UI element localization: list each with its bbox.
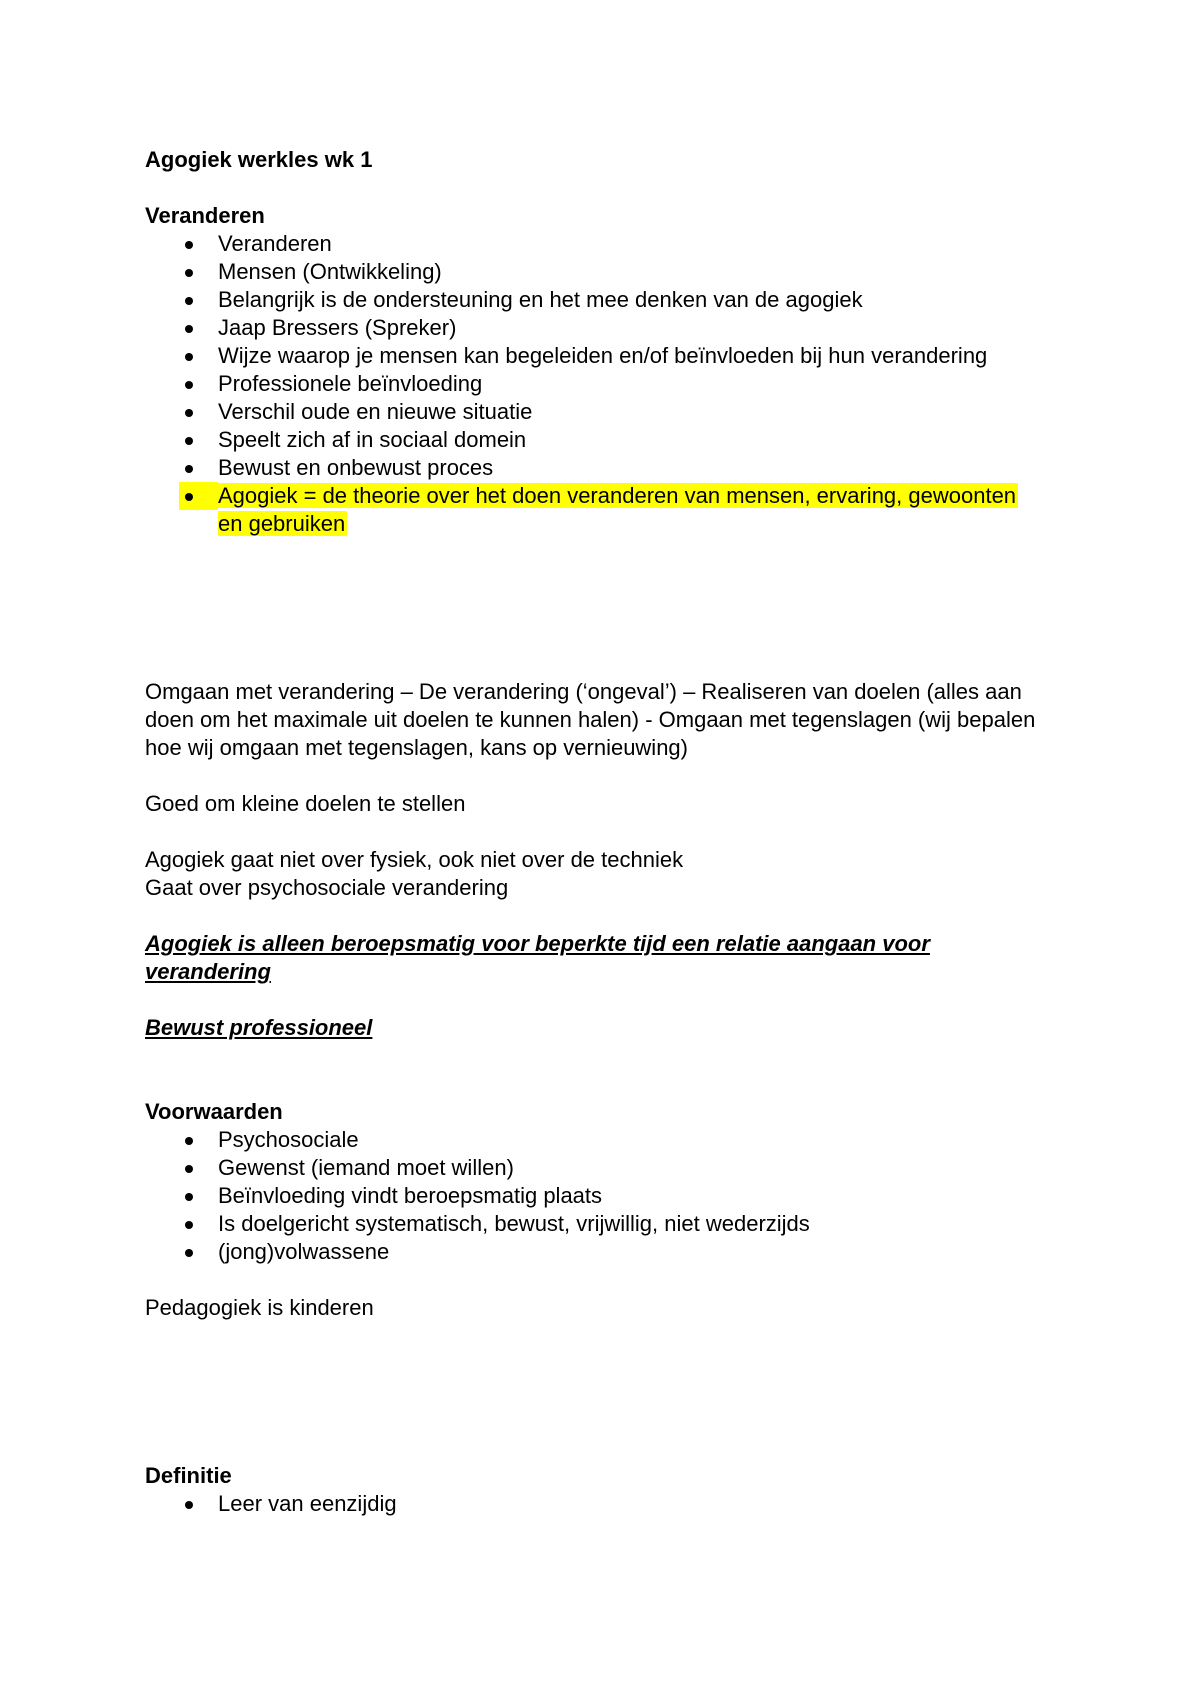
- bullet-icon: [185, 1221, 193, 1229]
- section-heading-veranderen: Veranderen: [145, 203, 265, 228]
- bullet-icon: [185, 1193, 193, 1201]
- document-title: Agogiek werkles wk 1: [145, 147, 373, 172]
- list-item: (jong)volwassene: [145, 1238, 1045, 1266]
- bullet-icon: [185, 269, 193, 277]
- highlighted-list-item: Agogiek = de theorie over het doen veranderen van mensen, ervaring, gewoonten en gebruiken: [145, 482, 1045, 538]
- list-item: Jaap Bressers (Spreker): [145, 314, 1045, 342]
- list-item: Gewenst (iemand moet willen): [145, 1154, 1045, 1182]
- bullet-icon: [185, 493, 193, 501]
- bullet-icon: [185, 1501, 193, 1509]
- bullet-list-veranderen: [145, 230, 1045, 538]
- document-body: [145, 146, 1045, 1518]
- bullet-icon: [185, 1165, 193, 1173]
- paragraph-fysiek: Agogiek gaat niet over fysiek, ook niet over de techniek: [145, 847, 684, 872]
- paragraph-psychosociaal: Gaat over psychosociale verandering: [145, 875, 509, 900]
- bullet-icon: [185, 297, 193, 305]
- list-item: Professionele beïnvloeding: [145, 370, 1045, 398]
- bullet-icon: [185, 381, 193, 389]
- bullet-icon: [185, 325, 193, 333]
- list-item: Beïnvloeding vindt beroepsmatig plaats: [145, 1182, 1045, 1210]
- list-item: Bewust en onbewust proces: [145, 454, 1045, 482]
- bullet-icon: [185, 465, 193, 473]
- bullet-icon: [185, 1137, 193, 1145]
- emphasis-bewust-professioneel: Bewust professioneel: [145, 1015, 373, 1040]
- paragraph-pedagogiek: Pedagogiek is kinderen: [145, 1295, 374, 1320]
- bullet-icon: [185, 409, 193, 417]
- section-heading-definitie: Definitie: [145, 1463, 232, 1488]
- bullet-icon: [185, 353, 193, 361]
- list-item: Psychosociale: [145, 1126, 1045, 1154]
- bullet-icon: [185, 1249, 193, 1257]
- list-item: Speelt zich af in sociaal domein: [145, 426, 1045, 454]
- emphasis-definition: Agogiek is alleen beroepsmatig voor beperkte tijd een relatie aangaan voor verandering: [145, 931, 930, 984]
- section-heading-voorwaarden: Voorwaarden: [145, 1099, 283, 1124]
- paragraph-kleine-doelen: Goed om kleine doelen te stellen: [145, 791, 466, 816]
- paragraph-omgaan-met-verandering: Omgaan met verandering – De verandering (‘ongeval’) – Realiseren van doelen (alles aan doen om het maximale uit doelen te kunnen halen) - Omgaan met tegenslagen (wij bepalen hoe wij omgaan met tegenslagen, kans op vernieuwing): [145, 679, 1036, 760]
- list-item: Is doelgericht systematisch, bewust, vrijwillig, niet wederzijds: [145, 1210, 1045, 1238]
- bullet-icon: [185, 437, 193, 445]
- list-item: Leer van eenzijdig: [145, 1490, 1045, 1518]
- list-item: Wijze waarop je mensen kan begeleiden en/of beïnvloeden bij hun verandering: [145, 342, 1045, 370]
- bullet-icon: [185, 241, 193, 249]
- bullet-list-definitie: [145, 1490, 1045, 1518]
- bullet-list-voorwaarden: [145, 1126, 1045, 1266]
- list-item: Mensen (Ontwikkeling): [145, 258, 1045, 286]
- list-item: Veranderen: [145, 230, 1045, 258]
- list-item: Belangrijk is de ondersteuning en het mee denken van de agogiek: [145, 286, 1045, 314]
- list-item: Verschil oude en nieuwe situatie: [145, 398, 1045, 426]
